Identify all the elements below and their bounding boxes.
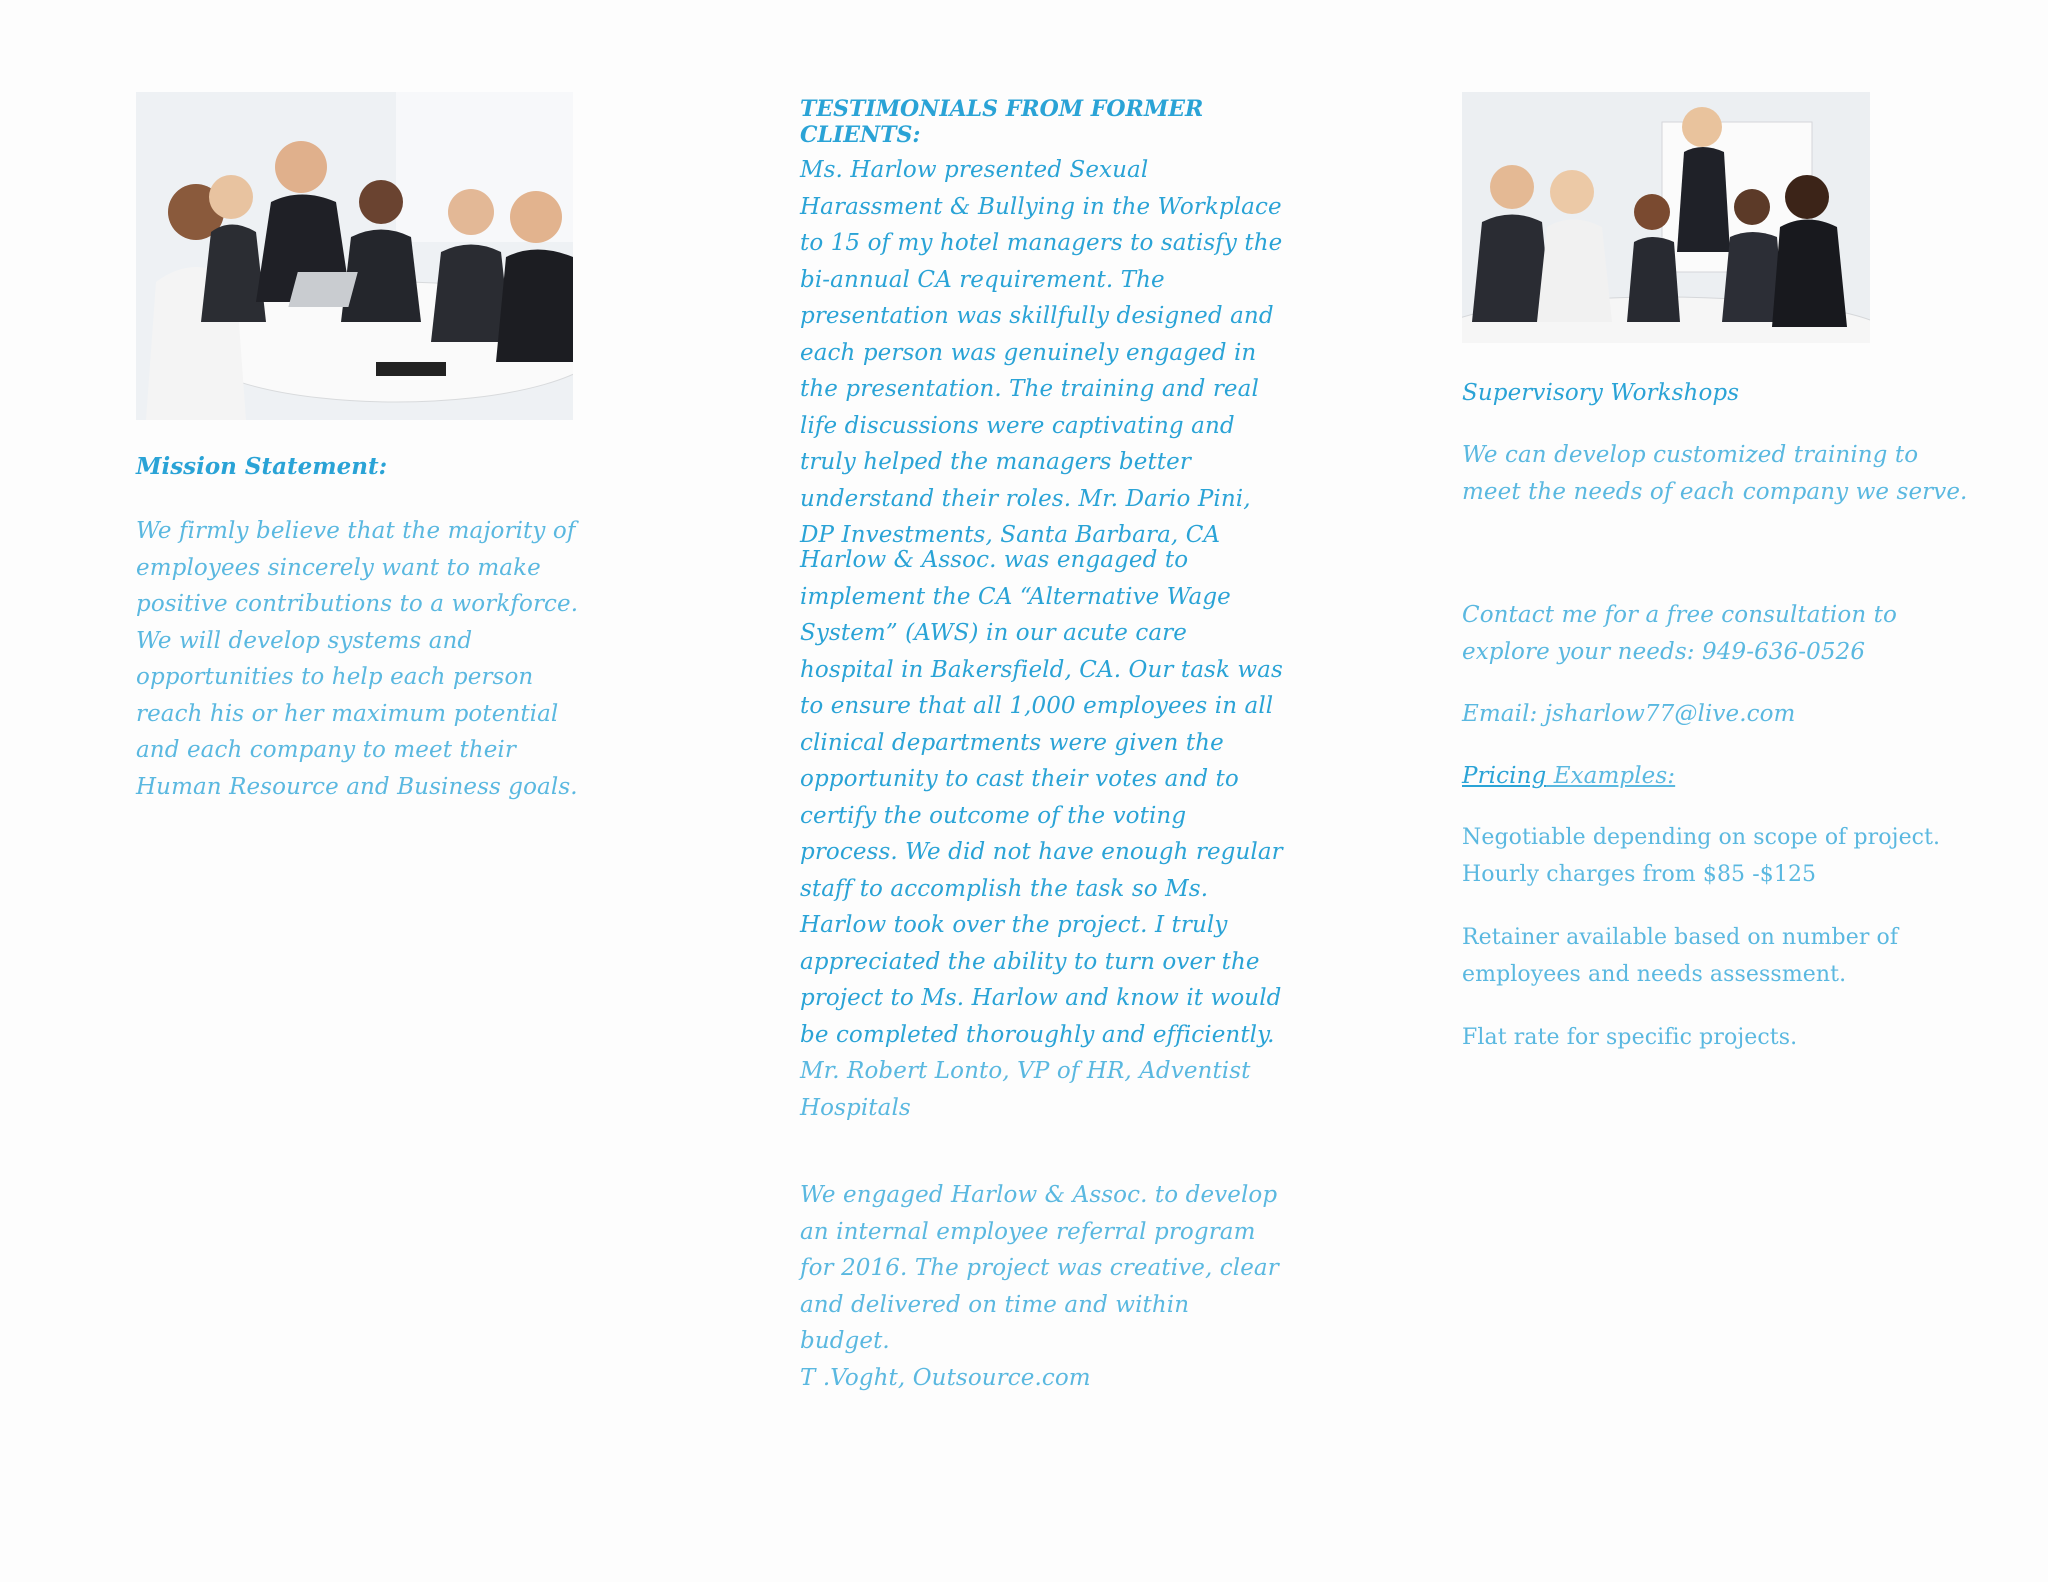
pricing-item-1: Negotiable depending on scope of project. Hourly charges from $85 -$125 — [1462, 825, 1941, 887]
email-text[interactable]: Email: jsharlow77@live.com — [1462, 701, 1796, 727]
workshops-text: We can develop customized training to meet the needs of each company we serve. — [1462, 442, 1968, 505]
testimonial-3-body: We engaged Harlow & Assoc. to develop an internal employee referral program for 2016. The project was creative, clear and delivered on time and within budget. — [800, 1182, 1279, 1354]
testimonial-2-body: Harlow & Assoc. was engaged to implement the CA “Alternative Wage System” (AWS) in our acute care hospital in Bakersfield, CA. Our task was to ensure that all 1,000 employees in all clinical departments were given the opportunity to cast their votes and to certify the outcome of the voting process. We did not have enough regular staff to accomplish the task so Ms. Harlow took over the project. I truly appreciated the ability to turn over the project to Ms. Harlow and know it would be completed thoroughly and efficiently. — [800, 547, 1283, 1048]
presentation-meeting-photo — [1462, 92, 1870, 343]
mission-text: We firmly believe that the majority of employees sincerely want to make positive contributions to a workforce. We will develop systems and opportunities to help each person reach his or her maximum potential and each company to meet their Human Resource and Business goals. — [136, 518, 579, 800]
pricing-heading — [1462, 758, 1675, 795]
business-meeting-photo — [136, 92, 573, 420]
testimonial-3 — [800, 1177, 1286, 1396]
pricing-item-3: Flat rate for specific projects. — [1462, 1025, 1798, 1050]
contact-text: Contact me for a free consultation to explore your needs: 949-636-0526 — [1462, 602, 1897, 665]
pricing-item-2: Retainer available based on number of employees and needs assessment. — [1462, 925, 1899, 987]
workshops-heading: Supervisory Workshops — [1462, 380, 1740, 406]
testimonials-heading: TESTIMONIALS FROM FORMER CLIENTS: — [800, 96, 1204, 148]
testimonial-2-author: Mr. Robert Lonto, VP of HR, Adventist Hospitals — [800, 1058, 1251, 1121]
mission-heading: Mission Statement: — [136, 453, 388, 480]
pricing-rest: Examples: — [1546, 763, 1676, 789]
testimonial-2 — [800, 542, 1286, 1126]
testimonial-3-author: T .Voght, Outsource.com — [800, 1364, 1091, 1391]
testimonial-1: Ms. Harlow presented Sexual Harassment & Bullying in the Workplace to 15 of my hotel managers to satisfy the bi-annual CA requirement. The presentation was skillfully designed and each person was genuinely engaged in the presentation. The training and real life discussions were captivating and truly helped the managers better understand their roles. Mr. Dario Pini, DP Investments, Santa Barbara, CA — [800, 157, 1283, 548]
pricing-word: Pricing — [1462, 763, 1547, 789]
